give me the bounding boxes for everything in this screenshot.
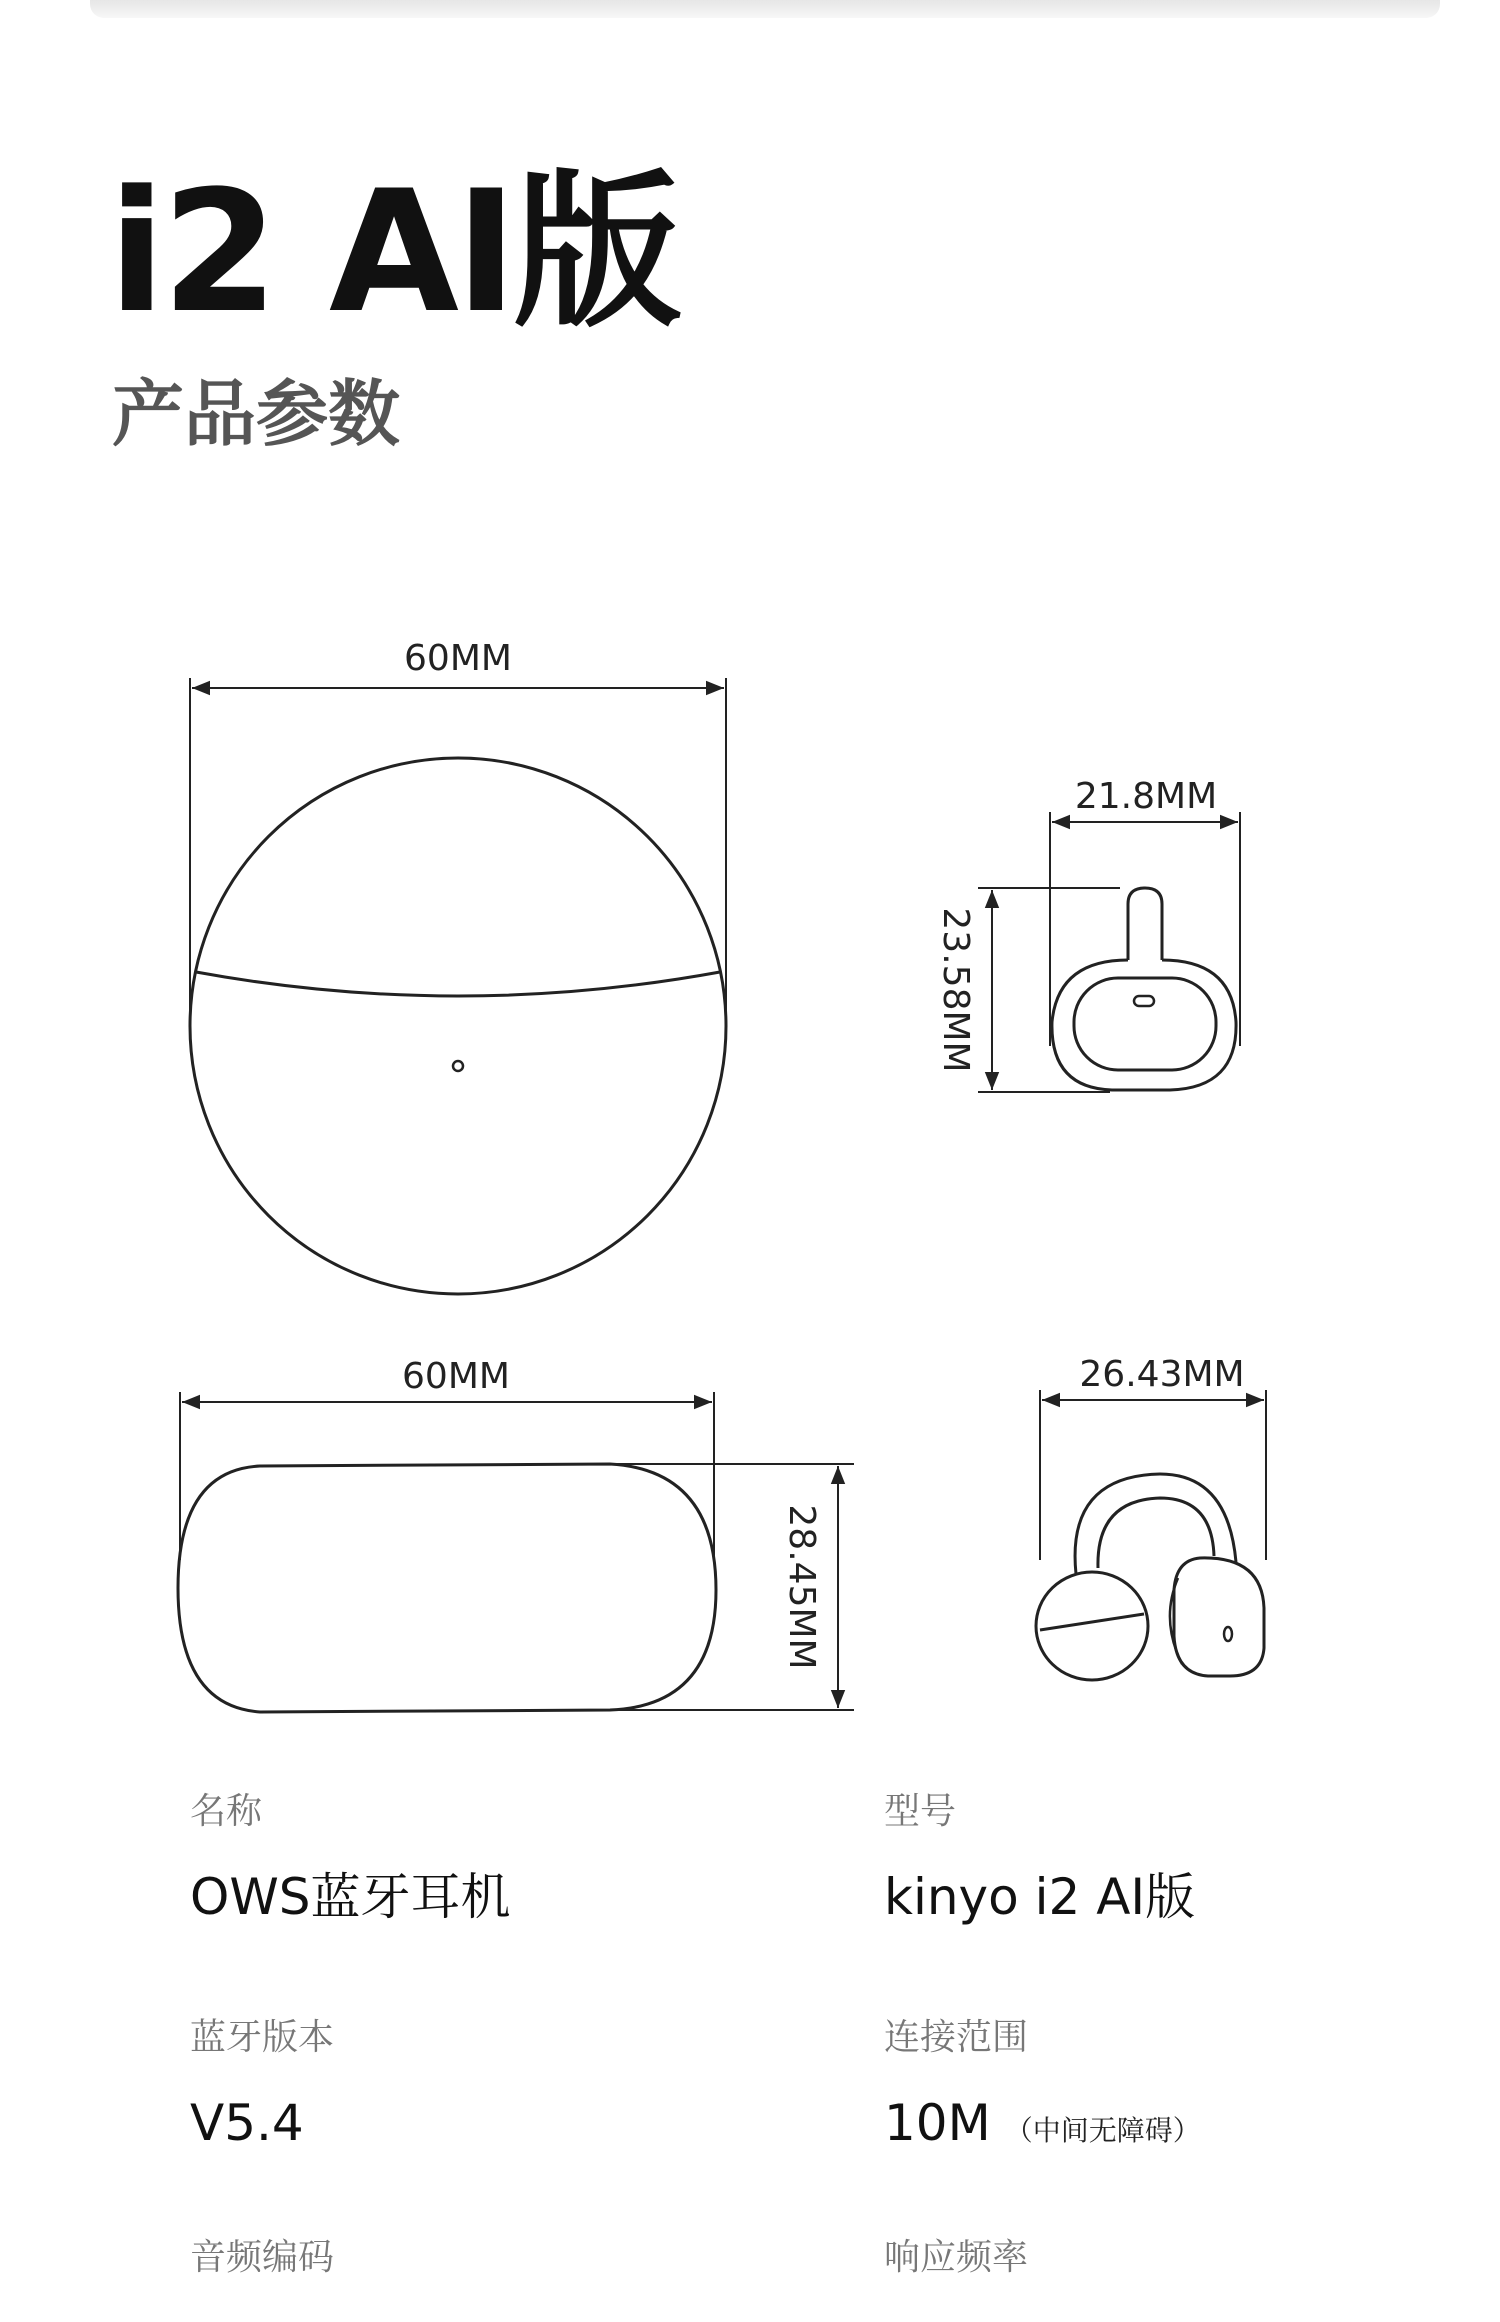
spec-name <box>190 1791 511 1926</box>
spec-bluetooth-label: 蓝牙版本 <box>190 2017 335 2058</box>
spec-model <box>884 1791 1196 1926</box>
earbud-front-height-label: 23.58MM <box>935 907 976 1073</box>
spec-response-label: 响应频率 <box>884 2237 1029 2278</box>
spec-range-note: （中间无障碍） <box>1004 2114 1201 2147</box>
case-front-drawing <box>190 758 726 1294</box>
spec-model-label: 型号 <box>884 1791 957 1832</box>
earbud-front-width-dimension <box>1050 812 1240 1046</box>
section-subtitle: 产品参数 <box>112 372 401 456</box>
spec-range-label: 连接范围 <box>884 2017 1029 2058</box>
spec-model-value: kinyo i2 AI版 <box>884 1868 1196 1926</box>
spec-codec-label: 音频编码 <box>190 2237 335 2278</box>
earbud-front-drawing <box>1052 888 1236 1090</box>
spec-bluetooth-value: V5.4 <box>190 2094 304 2152</box>
top-edge-shadow <box>90 0 1440 18</box>
case-side-drawing <box>178 1464 716 1712</box>
earbud-side-drawing <box>1036 1474 1264 1680</box>
spec-response <box>884 2237 1029 2278</box>
spec-bluetooth <box>190 2017 335 2152</box>
case-side-width-dimension <box>180 1392 714 1560</box>
case-front-width-label: 60MM <box>404 638 512 679</box>
spec-range-value: 10M <box>884 2094 991 2152</box>
earbud-front-width-label: 21.8MM <box>1074 776 1218 817</box>
earbud-side-width-label: 26.43MM <box>1079 1354 1245 1395</box>
case-side-height-label: 28.45MM <box>781 1504 822 1670</box>
spec-name-value: OWS蓝牙耳机 <box>190 1868 511 1926</box>
spec-name-label: 名称 <box>190 1791 263 1832</box>
case-front-width-dimension <box>190 678 726 1022</box>
dimension-drawing <box>0 600 1500 1750</box>
product-title: i2 AI版 <box>108 154 678 350</box>
spec-range-value-row <box>884 2094 1201 2152</box>
spec-codec <box>190 2237 335 2278</box>
case-side-width-label: 60MM <box>402 1356 510 1397</box>
spec-range <box>884 2017 1201 2152</box>
